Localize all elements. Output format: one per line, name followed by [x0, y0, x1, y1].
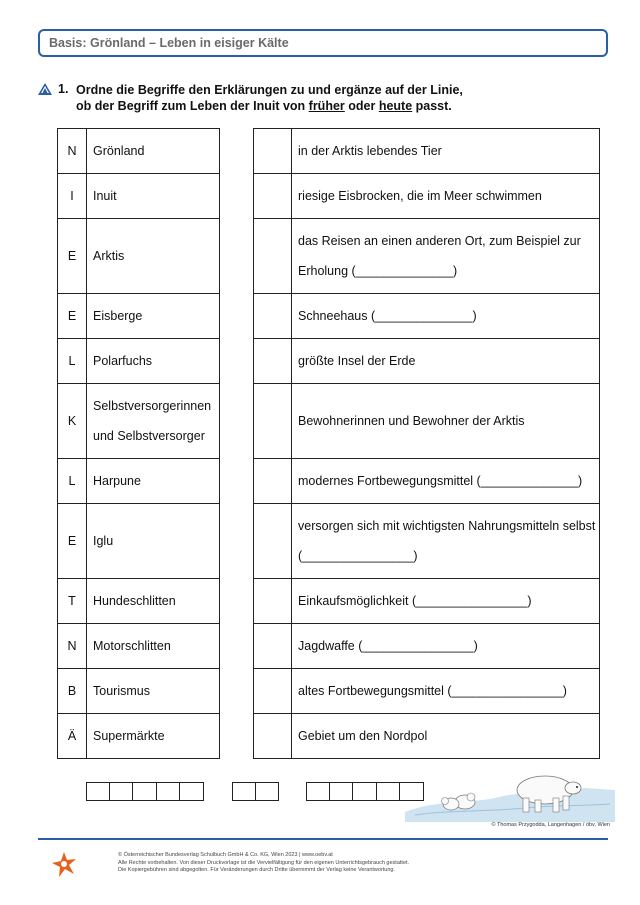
explanation-row	[254, 219, 600, 294]
explanation-row	[254, 384, 600, 459]
answer-letter-box[interactable]	[254, 714, 292, 759]
triangle-level-icon	[38, 83, 52, 95]
polar-bear-illustration	[405, 760, 615, 822]
term-letter: L	[58, 459, 87, 504]
term-row	[58, 219, 220, 294]
explanation-text: Jagdwaffe (________________)	[292, 624, 600, 669]
solution-word-1	[86, 782, 204, 801]
term-label: Eisberge	[87, 294, 220, 339]
term-letter: E	[58, 504, 87, 579]
term-letter: L	[58, 339, 87, 384]
answer-letter-box[interactable]	[254, 459, 292, 504]
illustration-credit: © Thomas Przygodda, Langenhagen / öbv, Wien	[491, 822, 610, 828]
explanation-text: das Reisen an einen anderen Ort, zum Beispiel zur Erholung (______________)	[292, 219, 600, 294]
term-label: Harpune	[87, 459, 220, 504]
explanation-row	[254, 294, 600, 339]
term-label: Arktis	[87, 219, 220, 294]
solution-letter-box[interactable]	[180, 782, 204, 801]
task-line-1: Ordne die Begriffe den Erklärungen zu und ergänze auf der Linie,	[76, 83, 463, 97]
footer-line-3: Die Kopiergebühren sind abgegolten. Für Veränderungen durch Dritte übernimmt der Verlag keine Verantwortung.	[118, 867, 396, 873]
solution-letter-box[interactable]	[330, 782, 354, 801]
answer-letter-box[interactable]	[254, 219, 292, 294]
explanation-row	[254, 174, 600, 219]
explanation-text: größte Insel der Erde	[292, 339, 600, 384]
solution-letter-box[interactable]	[256, 782, 280, 801]
task-number: 1.	[58, 82, 69, 96]
term-letter: K	[58, 384, 87, 459]
explanation-text: Einkaufsmöglichkeit (________________)	[292, 579, 600, 624]
term-letter: E	[58, 294, 87, 339]
term-letter: Ä	[58, 714, 87, 759]
explanation-row	[254, 459, 600, 504]
answer-letter-box[interactable]	[254, 504, 292, 579]
answer-letter-box[interactable]	[254, 669, 292, 714]
term-row	[58, 174, 220, 219]
explanation-text: Schneehaus (______________)	[292, 294, 600, 339]
explanation-text: modernes Fortbewegungsmittel (______________)	[292, 459, 600, 504]
term-label: Inuit	[87, 174, 220, 219]
solution-letter-box[interactable]	[86, 782, 110, 801]
term-row	[58, 384, 220, 459]
answer-letter-box[interactable]	[254, 624, 292, 669]
explanation-row	[254, 129, 600, 174]
task-line-2-mid: oder	[344, 99, 379, 113]
term-row	[58, 669, 220, 714]
worksheet-title: Basis: Grönland – Leben in eisiger Kälte	[38, 29, 608, 57]
solution-letter-box[interactable]	[353, 782, 377, 801]
term-label: Hundeschlitten	[87, 579, 220, 624]
explanation-row	[254, 504, 600, 579]
term-label: Supermärkte	[87, 714, 220, 759]
term-label: Iglu	[87, 504, 220, 579]
answer-letter-box[interactable]	[254, 339, 292, 384]
answer-letter-box[interactable]	[254, 129, 292, 174]
explanations-table	[253, 128, 600, 759]
solution-word-2	[232, 782, 279, 801]
explanation-text: Bewohnerinnen und Bewohner der Arktis	[292, 384, 600, 459]
term-letter: T	[58, 579, 87, 624]
term-letter: E	[58, 219, 87, 294]
explanation-row	[254, 714, 600, 759]
term-row	[58, 339, 220, 384]
term-row	[58, 459, 220, 504]
explanation-row	[254, 669, 600, 714]
term-letter: I	[58, 174, 87, 219]
answer-letter-box[interactable]	[254, 294, 292, 339]
footer-divider	[38, 838, 608, 840]
term-letter: N	[58, 624, 87, 669]
footer-copyright	[118, 852, 518, 875]
explanation-row	[254, 624, 600, 669]
term-row	[58, 714, 220, 759]
term-label: Selbstversorgerinnen und Selbstversorger	[87, 384, 220, 459]
answer-letter-box[interactable]	[254, 174, 292, 219]
solution-letter-box[interactable]	[306, 782, 330, 801]
term-label: Polarfuchs	[87, 339, 220, 384]
answer-letter-box[interactable]	[254, 579, 292, 624]
term-letter: B	[58, 669, 87, 714]
task-text	[76, 82, 596, 114]
explanation-text: in der Arktis lebendes Tier	[292, 129, 600, 174]
word-heute: heute	[378, 99, 413, 113]
explanation-row	[254, 579, 600, 624]
solution-letter-box[interactable]	[157, 782, 181, 801]
explanation-text: altes Fortbewegungsmittel (________________)	[292, 669, 600, 714]
solution-letter-box[interactable]	[377, 782, 401, 801]
oebv-logo-icon	[50, 850, 78, 878]
solution-letter-box[interactable]	[110, 782, 134, 801]
explanation-row	[254, 339, 600, 384]
term-label: Tourismus	[87, 669, 220, 714]
term-letter: N	[58, 129, 87, 174]
footer-line-2: Alle Rechte vorbehalten. Von dieser Druckvorlage ist die Vervielfältigung für den eigenen Unterrichtsgebrauch gestattet.	[118, 859, 410, 866]
term-row	[58, 504, 220, 579]
term-label: Grönland	[87, 129, 220, 174]
task-line-2	[76, 98, 596, 114]
solution-letter-box[interactable]	[232, 782, 256, 801]
terms-table	[57, 128, 220, 759]
term-row	[58, 579, 220, 624]
answer-letter-box[interactable]	[254, 384, 292, 459]
explanation-text: versorgen sich mit wichtigsten Nahrungsmitteln selbst (________________)	[292, 504, 600, 579]
term-row	[58, 129, 220, 174]
task-line-2-pre: ob der Begriff zum Leben der Inuit von	[76, 99, 309, 113]
solution-letter-box[interactable]	[133, 782, 157, 801]
explanation-text: Gebiet um den Nordpol	[292, 714, 600, 759]
term-row	[58, 624, 220, 669]
term-label: Motorschlitten	[87, 624, 220, 669]
footer-line-1: © Österreichischer Bundesverlag Schulbuch GmbH & Co. KG, Wien 2023 | www.oebv.at	[118, 852, 333, 858]
term-row	[58, 294, 220, 339]
task-line-2-post: passt.	[412, 99, 452, 113]
explanation-text: riesige Eisbrocken, die im Meer schwimmen	[292, 174, 600, 219]
word-frueher: früher	[308, 99, 345, 113]
